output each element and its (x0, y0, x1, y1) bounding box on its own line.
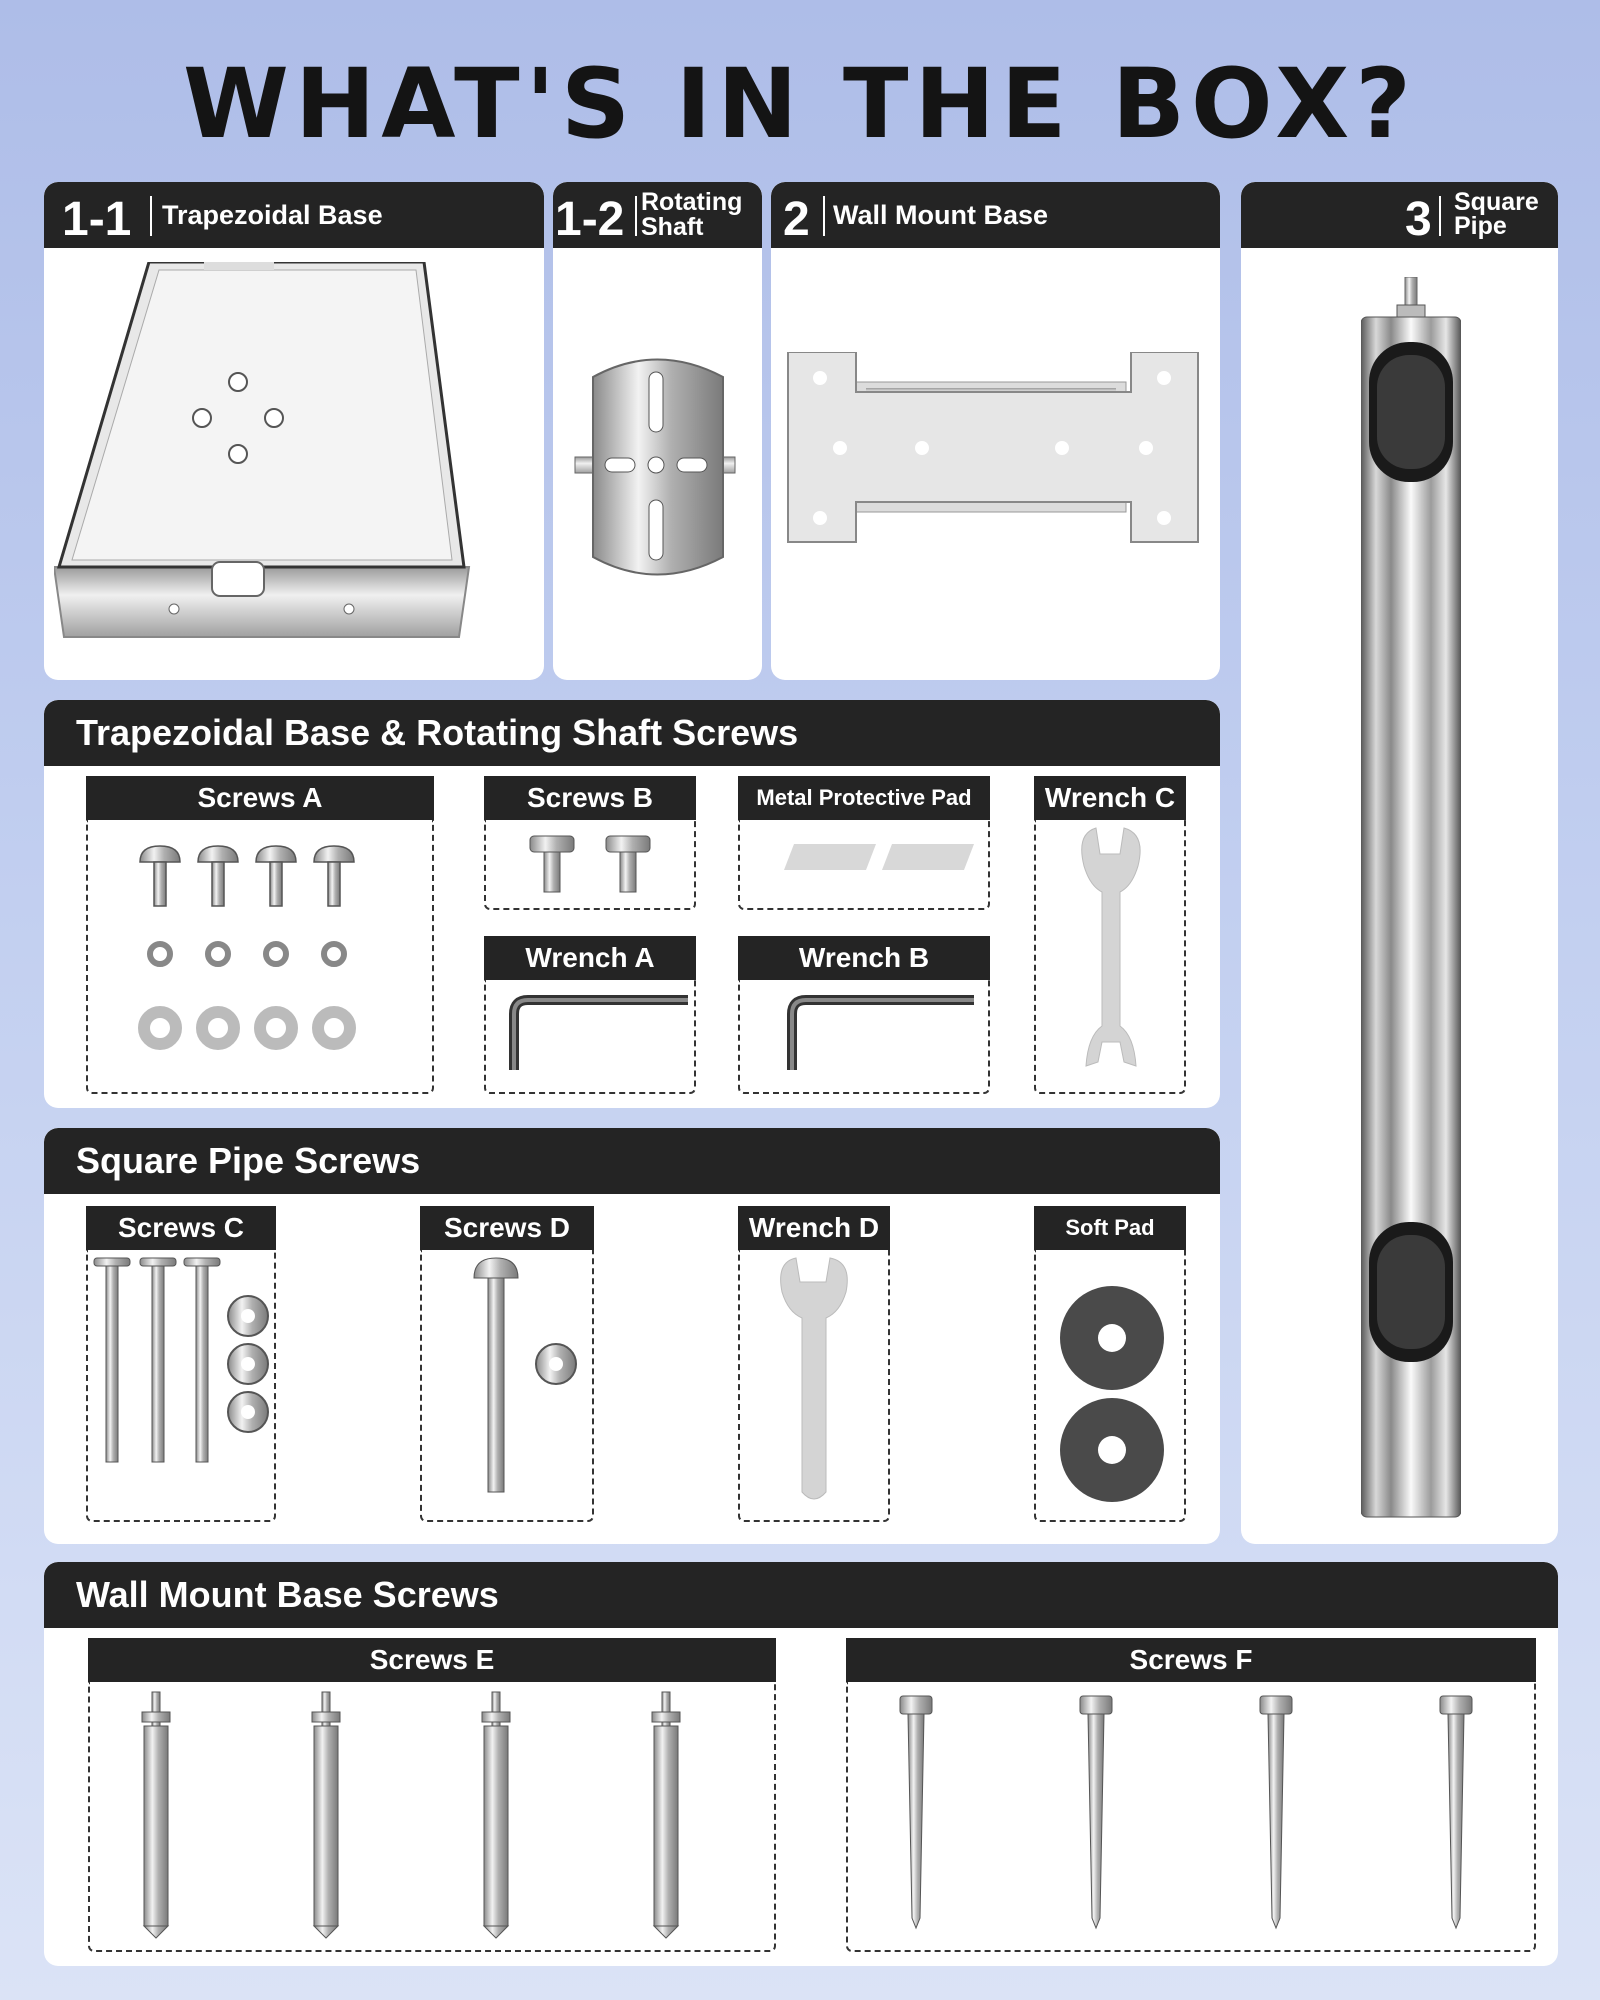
part-number: 2 (783, 193, 810, 246)
divider (635, 196, 637, 236)
divider (823, 196, 825, 236)
divider (1439, 196, 1441, 236)
item-label: Screws E (88, 1638, 776, 1682)
part-number: 1-2 (555, 193, 625, 246)
part-header (1241, 182, 1558, 248)
wrench-a-icon (506, 994, 696, 1074)
item-screws-b (484, 782, 696, 910)
item-label: Soft Pad (1034, 1206, 1186, 1250)
part-label: Trapezoidal Base (162, 200, 383, 230)
item-label: Wrench D (738, 1206, 890, 1250)
rotating-shaft-image (573, 352, 743, 592)
part-number: 1-1 (62, 193, 132, 246)
item-wrench-c (1034, 782, 1186, 1094)
item-screws-c (86, 1212, 276, 1522)
screws-b-image (526, 834, 656, 898)
item-screws-a (86, 782, 434, 1094)
section-wall-mount-screws (44, 1562, 1558, 1966)
item-label: Screws D (420, 1206, 594, 1250)
wrench-d-icon (776, 1256, 852, 1506)
divider (150, 196, 152, 236)
part-header (553, 182, 762, 248)
item-label: Screws C (86, 1206, 276, 1250)
item-label: Screws F (846, 1638, 1536, 1682)
item-wrench-b (738, 942, 990, 1094)
screws-f-image (898, 1692, 1498, 1932)
section-title: Trapezoidal Base & Rotating Shaft Screws (76, 712, 799, 753)
item-metal-protective-pad (738, 785, 990, 910)
trapezoidal-base-image (54, 262, 534, 662)
item-label: Metal Protective Pad (738, 776, 990, 820)
part-label-line1: Square (1454, 188, 1539, 216)
wrench-c-icon (1076, 826, 1146, 1088)
page-title: WHAT'S IN THE BOX? (183, 48, 1417, 160)
part-label-line1: Rotating (641, 188, 743, 216)
section-trapezoidal-screws (44, 700, 1220, 1108)
section-square-pipe-screws (44, 1128, 1220, 1544)
part-trapezoidal-base (44, 182, 544, 680)
part-number: 3 (1405, 193, 1432, 246)
item-label: Screws B (484, 776, 696, 820)
part-header (44, 182, 544, 248)
part-square-pipe (1241, 182, 1558, 1544)
part-rotating-shaft (553, 182, 762, 680)
section-title: Square Pipe Screws (76, 1140, 421, 1181)
soft-pad-image (1056, 1286, 1168, 1506)
section-header (44, 700, 1220, 766)
section-header (44, 1128, 1220, 1194)
part-label: Wall Mount Base (833, 200, 1049, 230)
section-title: Wall Mount Base Screws (76, 1574, 499, 1615)
item-wrench-a (484, 942, 696, 1094)
item-screws-e (88, 1644, 776, 1952)
screws-c-image (92, 1254, 272, 1514)
item-screws-f (846, 1644, 1536, 1952)
part-header (771, 182, 1220, 248)
screws-d-image (472, 1254, 582, 1504)
item-label: Wrench C (1034, 776, 1186, 820)
item-wrench-d (738, 1212, 890, 1522)
screws-e-image (130, 1688, 730, 1942)
screws-a-image (138, 842, 378, 1072)
metal-pad-image (784, 844, 974, 874)
wall-mount-base-image (786, 352, 1206, 552)
part-wall-mount-base (771, 182, 1220, 680)
part-label-line2: Shaft (641, 213, 704, 241)
section-header (44, 1562, 1558, 1628)
item-screws-d (420, 1212, 594, 1522)
item-label: Wrench A (484, 936, 696, 980)
item-label: Wrench B (738, 936, 990, 980)
part-label-line2: Pipe (1454, 212, 1507, 240)
square-pipe-image (1361, 277, 1461, 1527)
item-soft-pad (1034, 1215, 1186, 1522)
wrench-b-icon (784, 994, 984, 1074)
item-label: Screws A (86, 776, 434, 820)
